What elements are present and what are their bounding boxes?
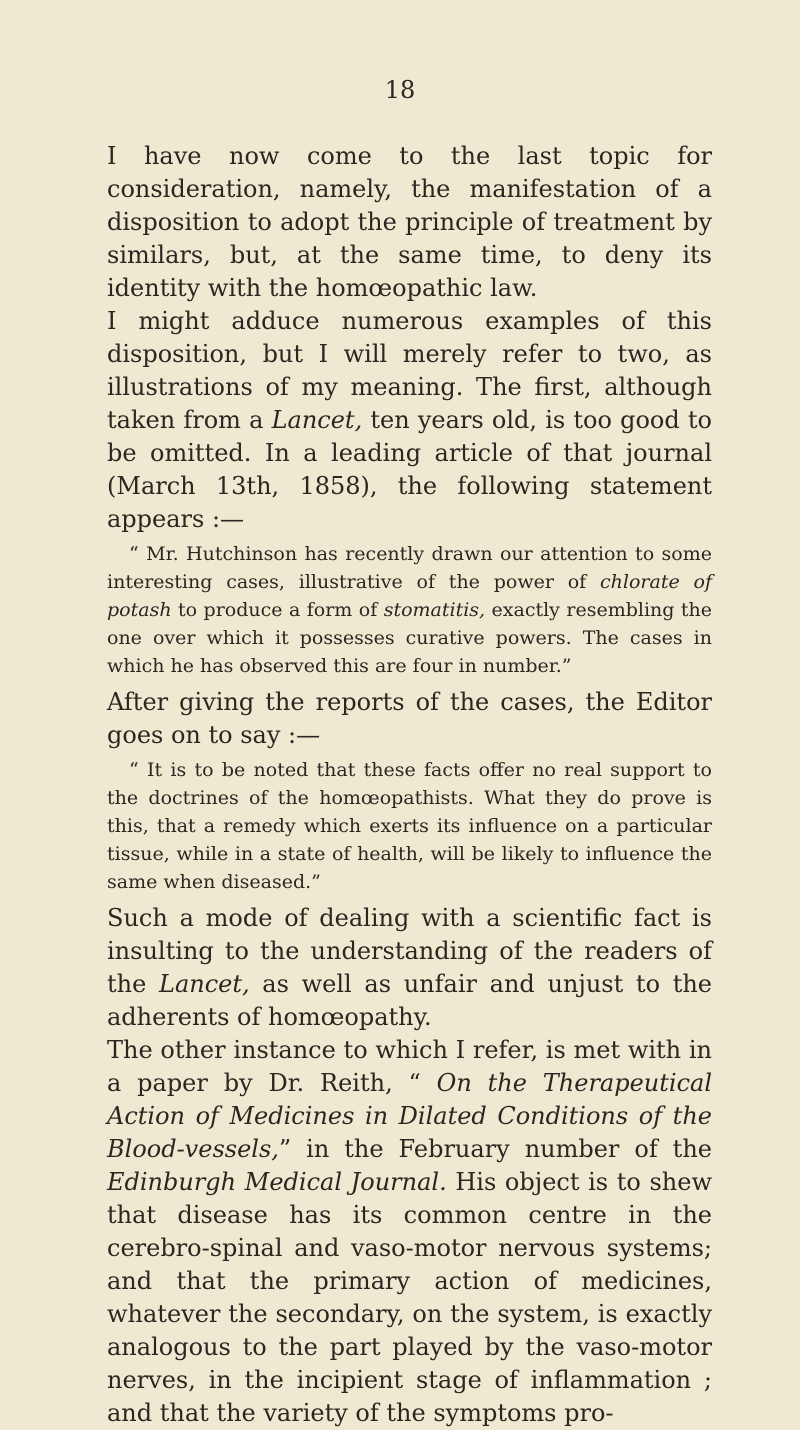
paragraph-5 — [107, 1034, 712, 1430]
paragraph-5-text-b: ” in the February number of the — [278, 1135, 712, 1163]
paragraph-2-text-b: ten years old, is too good to be omitted. In a leading article of that journal (March 13th, 1858), the following statement appears :— — [107, 406, 713, 533]
paragraph-2-italic: Lancet, — [271, 406, 363, 434]
paragraph-5-italic-2: Edinburgh Medical Journal. — [107, 1168, 447, 1196]
quote-1-text-c: exactly resembling the one over which it possesses curative powers. The cases in which he has observed this are four in number.” — [107, 599, 712, 677]
paragraph-5-text-c: His object is to shew that disease has its common centre in the cerebro-spinal and vaso-motor nervous systems; and that the primary action of medicines, whatever the secondary, on the system, is exactly analogous to the part played by the vaso-motor nerves, in the incipient stage of inflammation ; and that the variety of the symptoms pro- — [107, 1168, 713, 1427]
paragraph-4 — [107, 902, 712, 1034]
paragraph-5-text-a: The other instance to which I refer, is met with in a paper by Dr. Reith, “ — [107, 1036, 712, 1097]
quote-2: “ It is to be noted that these facts offer no real support to the doctrines of the homœopathists. What they do prove is this, that a remedy which exerts its influence on a particular tissue, while in a state of health, will be likely to influence the same when diseased.” — [107, 759, 712, 893]
quote-1-italic-1: chlorate of potash — [107, 571, 712, 621]
quote-1-text-b: to produce a form of — [171, 599, 384, 621]
quote-1 — [107, 540, 712, 680]
paragraph-4-italic: Lancet, — [159, 970, 250, 998]
page-number: 18 — [384, 76, 416, 104]
paragraph-3: After giving the reports of the cases, the Editor goes on to say :— — [107, 688, 712, 749]
paragraph-2 — [107, 305, 712, 536]
body-text — [107, 140, 712, 1430]
paragraph-1: I have now come to the last topic for consideration, namely, the manifestation of a disposition to adopt the principle of treatment by similars, but, at the same time, to deny its identity with the homœopathic law. — [107, 142, 712, 302]
paragraph-4-text-b: as well as unfair and unjust to the adherents of homœopathy. — [107, 970, 713, 1031]
quote-1-text-a: “ Mr. Hutchinson has recently drawn our attention to some interesting cases, illustrative of the power of — [107, 543, 712, 593]
quote-1-italic-2: stomatitis, — [383, 599, 486, 621]
paragraph-5-italic-1: On the Therapeutical Action of Medicines in Dilated Conditions of the Blood-vessels, — [107, 1069, 712, 1163]
paragraph-4-text-a: Such a mode of dealing with a scientific fact is insulting to the understanding of the readers of the — [107, 904, 712, 998]
paragraph-2-text-a: I might adduce numerous examples of this disposition, but I will merely refer to two, as illustrations of my meaning. The first, although taken from a — [107, 307, 712, 434]
